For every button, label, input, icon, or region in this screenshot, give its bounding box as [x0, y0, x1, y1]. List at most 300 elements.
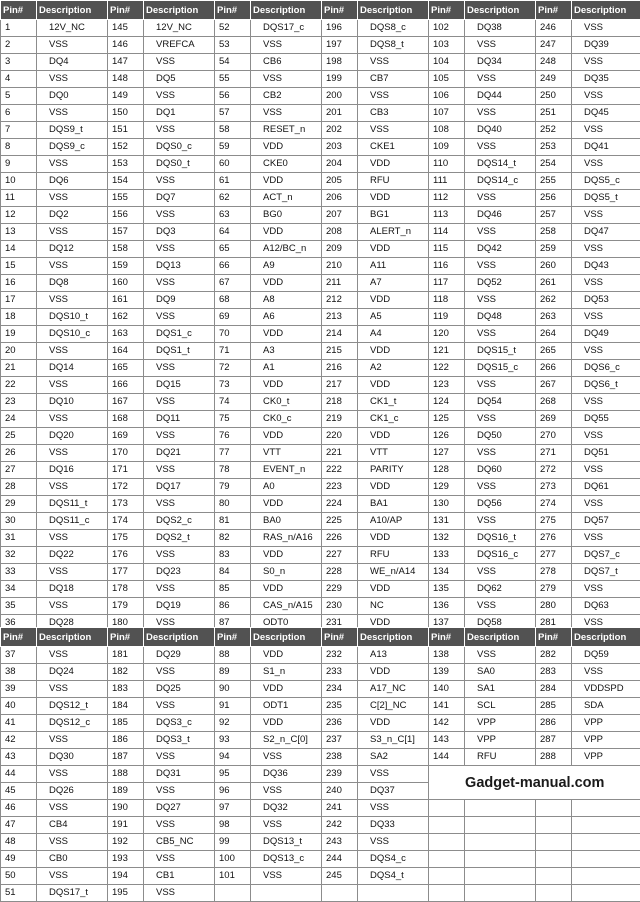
pin-description: DQ3	[144, 224, 215, 241]
table-row	[1, 834, 640, 851]
pin-number: 140	[429, 681, 465, 698]
pin-number: 256	[536, 190, 572, 207]
pin-number: 210	[322, 258, 358, 275]
table-row	[1, 37, 640, 54]
pin-number: 99	[215, 834, 251, 851]
pin-description: VSS	[37, 292, 108, 309]
pin-description: S0_n	[251, 564, 322, 581]
pin-description: DQS2_c	[144, 513, 215, 530]
pin-number	[429, 851, 465, 868]
pin-header: Pin#	[322, 628, 358, 647]
pin-number: 66	[215, 258, 251, 275]
pin-number: 115	[429, 241, 465, 258]
pin-number: 45	[1, 783, 37, 800]
pin-number: 215	[322, 343, 358, 360]
pin-number: 170	[108, 445, 144, 462]
pin-number: 154	[108, 173, 144, 190]
pin-description	[572, 834, 640, 851]
pin-description: VDD	[251, 715, 322, 732]
table-row	[1, 88, 640, 105]
pin-number: 141	[429, 698, 465, 715]
table-row	[1, 766, 640, 783]
pin-number: 219	[322, 411, 358, 428]
pin-description: DQS6_t	[572, 377, 640, 394]
pin-number: 13	[1, 224, 37, 241]
pin-number: 239	[322, 766, 358, 783]
pin-description: S2_n_C[0]	[251, 732, 322, 749]
pin-description: VSS	[251, 37, 322, 54]
pin-description: VSS	[144, 54, 215, 71]
pin-number: 266	[536, 360, 572, 377]
pin-description: CK0_c	[251, 411, 322, 428]
pin-number: 244	[322, 851, 358, 868]
pin-number: 63	[215, 207, 251, 224]
pin-description: VSS	[37, 868, 108, 885]
pin-number: 232	[322, 647, 358, 664]
pin-number: 157	[108, 224, 144, 241]
pin-description: DQS12_c	[37, 715, 108, 732]
pin-number: 264	[536, 326, 572, 343]
pin-number: 237	[322, 732, 358, 749]
pin-header: Pin#	[322, 1, 358, 20]
pin-number: 259	[536, 241, 572, 258]
pin-number: 231	[322, 615, 358, 632]
pin-number: 284	[536, 681, 572, 698]
pin-description: CB5_NC	[144, 834, 215, 851]
pin-description: DQ5	[144, 71, 215, 88]
pin-number: 80	[215, 496, 251, 513]
pin-description: ALERT_n	[358, 224, 429, 241]
pin-number: 213	[322, 309, 358, 326]
pin-description: VDD	[358, 377, 429, 394]
description-header: Description	[251, 1, 322, 20]
pin-number: 188	[108, 766, 144, 783]
pin-description	[465, 885, 536, 902]
pin-description: DQS3_c	[144, 715, 215, 732]
pin-description: CB4	[37, 817, 108, 834]
pin-number: 2	[1, 37, 37, 54]
pin-number: 209	[322, 241, 358, 258]
description-header: Description	[251, 628, 322, 647]
pin-number: 238	[322, 749, 358, 766]
pin-number: 104	[429, 54, 465, 71]
pin-description: DQ32	[251, 800, 322, 817]
pin-description: VSS	[37, 411, 108, 428]
table-row	[1, 275, 640, 292]
pin-description	[251, 885, 322, 902]
pin-description: VSS	[37, 224, 108, 241]
pin-description: VSS	[572, 664, 640, 681]
pin-number: 11	[1, 190, 37, 207]
pin-number: 268	[536, 394, 572, 411]
pin-description: DQ58	[465, 615, 536, 632]
pin-description: VSS	[144, 698, 215, 715]
pin-description: VSS	[144, 783, 215, 800]
pin-number: 253	[536, 139, 572, 156]
pinout-table-bottom	[0, 627, 640, 902]
pin-description: CK1_c	[358, 411, 429, 428]
pin-description: VSS	[572, 20, 640, 37]
pin-description: DQ36	[251, 766, 322, 783]
pin-number: 179	[108, 598, 144, 615]
pin-number: 150	[108, 105, 144, 122]
description-header: Description	[37, 628, 108, 647]
pin-description: VSS	[144, 88, 215, 105]
pin-description: DQ30	[37, 749, 108, 766]
pin-number: 1	[1, 20, 37, 37]
pin-number: 279	[536, 581, 572, 598]
pin-number: 54	[215, 54, 251, 71]
pin-description: DQ42	[465, 241, 536, 258]
pin-number: 87	[215, 615, 251, 632]
pin-description: DQ50	[465, 428, 536, 445]
pin-description: CKE1	[358, 139, 429, 156]
pin-number: 277	[536, 547, 572, 564]
pin-description: A1	[251, 360, 322, 377]
table-row	[1, 851, 640, 868]
pin-description: VSS	[37, 564, 108, 581]
pin-description: DQ46	[465, 207, 536, 224]
table-row	[1, 377, 640, 394]
pin-number: 198	[322, 54, 358, 71]
pin-number	[429, 817, 465, 834]
pin-number: 162	[108, 309, 144, 326]
pin-description: A0	[251, 479, 322, 496]
pin-number: 130	[429, 496, 465, 513]
pin-description: A13	[358, 647, 429, 664]
table-row	[1, 394, 640, 411]
pin-description: VSS	[572, 615, 640, 632]
pin-number: 64	[215, 224, 251, 241]
pin-description: BA0	[251, 513, 322, 530]
table-row	[1, 105, 640, 122]
table-row	[1, 139, 640, 156]
pin-description: RAS_n/A16	[251, 530, 322, 547]
pin-number: 152	[108, 139, 144, 156]
pin-description: 12V_NC	[37, 20, 108, 37]
pin-number: 251	[536, 105, 572, 122]
pin-description: DQ8	[37, 275, 108, 292]
pin-number: 224	[322, 496, 358, 513]
pin-number: 92	[215, 715, 251, 732]
pin-description: DQ33	[358, 817, 429, 834]
pin-description: DQS9_c	[37, 139, 108, 156]
description-header: Description	[358, 1, 429, 20]
pin-description: VPP	[465, 732, 536, 749]
pin-description: BG0	[251, 207, 322, 224]
pin-number: 172	[108, 479, 144, 496]
pin-number	[536, 817, 572, 834]
pin-number: 128	[429, 462, 465, 479]
pin-description: VSS	[251, 783, 322, 800]
pin-header: Pin#	[429, 1, 465, 20]
pin-number: 40	[1, 698, 37, 715]
description-header: Description	[144, 628, 215, 647]
pin-number: 20	[1, 343, 37, 360]
pin-number: 167	[108, 394, 144, 411]
pin-number: 190	[108, 800, 144, 817]
pin-description	[465, 851, 536, 868]
pin-description: CK1_t	[358, 394, 429, 411]
pin-description: DQ28	[37, 615, 108, 632]
pin-number: 71	[215, 343, 251, 360]
pin-description: VDD	[358, 479, 429, 496]
pin-description: DQ19	[144, 598, 215, 615]
pin-description: DQ55	[572, 411, 640, 428]
pin-number: 51	[1, 885, 37, 902]
pin-description: DQS5_c	[572, 173, 640, 190]
pin-description: DQ0	[37, 88, 108, 105]
pin-header: Pin#	[215, 1, 251, 20]
pin-number: 102	[429, 20, 465, 37]
pin-number	[429, 800, 465, 817]
pin-number: 138	[429, 647, 465, 664]
pin-description: VSS	[144, 496, 215, 513]
pin-description: VDD	[358, 241, 429, 258]
pin-description: DQS14_t	[465, 156, 536, 173]
pin-description: VSS	[37, 156, 108, 173]
pin-description: VSS	[358, 54, 429, 71]
pin-description: VSS	[465, 292, 536, 309]
pin-number: 185	[108, 715, 144, 732]
pin-number: 287	[536, 732, 572, 749]
pin-number: 208	[322, 224, 358, 241]
pin-description: DQS4_t	[358, 868, 429, 885]
pin-description: A11	[358, 258, 429, 275]
pin-description: BA1	[358, 496, 429, 513]
pin-description: VSS	[572, 241, 640, 258]
pin-description: DQ11	[144, 411, 215, 428]
table-row	[1, 496, 640, 513]
pin-description	[465, 817, 536, 834]
pin-description: VSS	[358, 800, 429, 817]
pin-number: 184	[108, 698, 144, 715]
pin-description: VDD	[358, 581, 429, 598]
pin-number: 125	[429, 411, 465, 428]
pin-description	[572, 851, 640, 868]
pin-description: VSS	[465, 479, 536, 496]
pin-description: SA0	[465, 664, 536, 681]
table-row	[1, 326, 640, 343]
pin-description: VSS	[37, 71, 108, 88]
pin-number: 230	[322, 598, 358, 615]
pin-number: 281	[536, 615, 572, 632]
pin-number: 205	[322, 173, 358, 190]
pin-description: VSS	[144, 241, 215, 258]
pin-description: VSS	[465, 326, 536, 343]
pin-description: VDD	[251, 139, 322, 156]
pin-number: 146	[108, 37, 144, 54]
pin-number: 108	[429, 122, 465, 139]
pin-number: 148	[108, 71, 144, 88]
pin-description: DQ9	[144, 292, 215, 309]
pin-number: 142	[429, 715, 465, 732]
pin-description: DQ38	[465, 20, 536, 37]
pin-number: 282	[536, 647, 572, 664]
pin-description: VSS	[144, 360, 215, 377]
pin-description: ODT0	[251, 615, 322, 632]
pin-number: 58	[215, 122, 251, 139]
pin-number: 68	[215, 292, 251, 309]
pin-header: Pin#	[536, 628, 572, 647]
table-row	[1, 564, 640, 581]
pin-number: 175	[108, 530, 144, 547]
pin-description: DQ6	[37, 173, 108, 190]
pin-description: VSS	[37, 800, 108, 817]
pin-number: 158	[108, 241, 144, 258]
pin-number: 189	[108, 783, 144, 800]
pin-number: 5	[1, 88, 37, 105]
pin-description: DQ39	[572, 37, 640, 54]
pin-description: VSS	[144, 462, 215, 479]
pin-description: VSS	[144, 122, 215, 139]
pin-description: VSS	[572, 343, 640, 360]
pin-description: VSS	[251, 71, 322, 88]
table-row	[1, 547, 640, 564]
pin-number: 187	[108, 749, 144, 766]
pin-number: 88	[215, 647, 251, 664]
pin-number: 270	[536, 428, 572, 445]
pin-number	[536, 800, 572, 817]
table-row	[1, 343, 640, 360]
pin-description: ACT_n	[251, 190, 322, 207]
pinout-body-top	[1, 20, 640, 632]
pin-number: 258	[536, 224, 572, 241]
pin-description: VSS	[572, 54, 640, 71]
pin-description: DQ2	[37, 207, 108, 224]
pin-description: DQS5_t	[572, 190, 640, 207]
pin-number: 57	[215, 105, 251, 122]
pin-description: VSS	[144, 817, 215, 834]
pin-number: 271	[536, 445, 572, 462]
pin-description: VDD	[251, 547, 322, 564]
pin-number: 16	[1, 275, 37, 292]
pin-number: 75	[215, 411, 251, 428]
pin-number: 25	[1, 428, 37, 445]
pin-number: 137	[429, 615, 465, 632]
pin-description: BG1	[358, 207, 429, 224]
pin-number: 228	[322, 564, 358, 581]
pin-number: 145	[108, 20, 144, 37]
table-row	[1, 479, 640, 496]
pin-description: CAS_n/A15	[251, 598, 322, 615]
pin-number: 70	[215, 326, 251, 343]
pin-description: DQ15	[144, 377, 215, 394]
pin-description: A3	[251, 343, 322, 360]
pin-description: DQ41	[572, 139, 640, 156]
pin-description	[572, 868, 640, 885]
pin-number: 286	[536, 715, 572, 732]
pin-number: 42	[1, 732, 37, 749]
pin-description: DQS8_t	[358, 37, 429, 54]
pin-number: 10	[1, 173, 37, 190]
table-row	[1, 309, 640, 326]
pin-description: DQ1	[144, 105, 215, 122]
pin-description: VSS	[144, 851, 215, 868]
table-row	[1, 360, 640, 377]
watermark: Gadget-manual.com	[429, 766, 640, 800]
pin-number: 127	[429, 445, 465, 462]
table-row	[1, 411, 640, 428]
pin-description: DQS10_t	[37, 309, 108, 326]
pin-number: 283	[536, 664, 572, 681]
pin-header: Pin#	[215, 628, 251, 647]
table-row	[1, 292, 640, 309]
pin-number: 249	[536, 71, 572, 88]
pin-description: VSS	[465, 564, 536, 581]
pin-description: A10/AP	[358, 513, 429, 530]
pin-number: 202	[322, 122, 358, 139]
table-row	[1, 800, 640, 817]
pin-number	[536, 834, 572, 851]
pin-number	[429, 868, 465, 885]
pin-number: 274	[536, 496, 572, 513]
table-row	[1, 698, 640, 715]
pin-number: 34	[1, 581, 37, 598]
pin-description: VSS	[572, 309, 640, 326]
pin-number: 65	[215, 241, 251, 258]
pin-description: VDDSPD	[572, 681, 640, 698]
pin-number: 240	[322, 783, 358, 800]
description-header: Description	[144, 1, 215, 20]
pin-description: VSS	[144, 173, 215, 190]
pin-description: RESET_n	[251, 122, 322, 139]
pin-description: VPP	[572, 749, 640, 766]
pin-description: VSS	[144, 749, 215, 766]
pin-description: VSS	[144, 615, 215, 632]
pin-description	[465, 834, 536, 851]
description-header: Description	[465, 1, 536, 20]
pin-description: VSS	[465, 105, 536, 122]
pin-header: Pin#	[429, 628, 465, 647]
pin-description: VSS	[465, 258, 536, 275]
pin-description: DQS15_c	[465, 360, 536, 377]
pin-number: 178	[108, 581, 144, 598]
pin-number: 195	[108, 885, 144, 902]
pin-number: 174	[108, 513, 144, 530]
pin-number: 48	[1, 834, 37, 851]
pin-number: 23	[1, 394, 37, 411]
table-row	[1, 156, 640, 173]
pin-description: VDD	[251, 647, 322, 664]
pin-description	[358, 885, 429, 902]
pin-description: VSS	[144, 394, 215, 411]
pin-description: DQS7_t	[572, 564, 640, 581]
pin-description	[572, 885, 640, 902]
pin-number: 27	[1, 462, 37, 479]
table-row	[1, 54, 640, 71]
pin-number: 113	[429, 207, 465, 224]
pin-description: VSS	[37, 37, 108, 54]
pin-number: 149	[108, 88, 144, 105]
pin-number: 164	[108, 343, 144, 360]
pin-number: 214	[322, 326, 358, 343]
pin-header: Pin#	[108, 628, 144, 647]
pin-number: 225	[322, 513, 358, 530]
table-row	[1, 581, 640, 598]
pin-description: VSS	[37, 598, 108, 615]
pin-number: 26	[1, 445, 37, 462]
pin-description: VSS	[358, 834, 429, 851]
pin-number: 156	[108, 207, 144, 224]
table-row	[1, 241, 640, 258]
pin-description: VSS	[572, 394, 640, 411]
pin-number: 30	[1, 513, 37, 530]
pin-number: 18	[1, 309, 37, 326]
pin-description: VDD	[251, 496, 322, 513]
pin-description: DQS17_c	[251, 20, 322, 37]
pin-description: A6	[251, 309, 322, 326]
